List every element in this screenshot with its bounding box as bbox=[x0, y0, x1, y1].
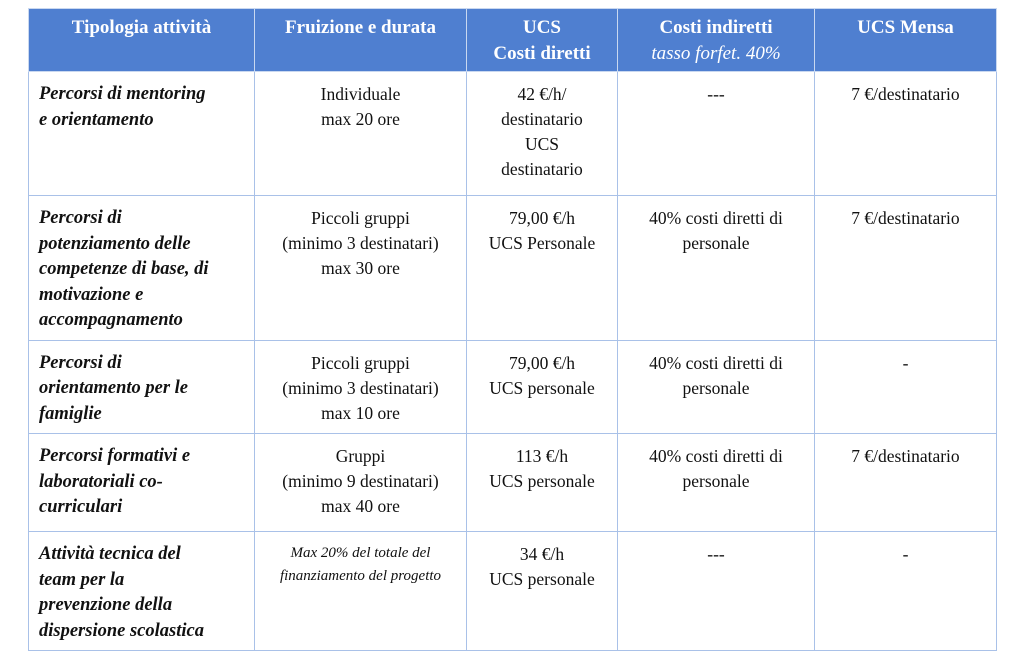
header-fruizione: Fruizione e durata bbox=[255, 9, 467, 72]
ucs-cell: 42 €/h/ destinatario UCS destinatario bbox=[467, 72, 618, 196]
ucs-cell: 79,00 €/h UCS Personale bbox=[467, 196, 618, 341]
table-row bbox=[29, 72, 997, 196]
ucs-cell: 79,00 €/h UCS personale bbox=[467, 340, 618, 434]
indiretti-cell: --- bbox=[618, 72, 815, 196]
indiretti-cell: 40% costi diretti di personale bbox=[618, 196, 815, 341]
activity-cell: Percorsi di potenziamento delle competenze di base, di motivazione e accompagnamento bbox=[29, 196, 255, 341]
activity-cell: Percorsi di mentoring e orientamento bbox=[29, 72, 255, 196]
activity-cell: Percorsi formativi e laboratoriali co- curriculari bbox=[29, 434, 255, 532]
header-row bbox=[29, 9, 997, 72]
fruizione-cell: Piccoli gruppi (minimo 3 destinatari) max 10 ore bbox=[255, 340, 467, 434]
table-row bbox=[29, 434, 997, 532]
mensa-cell: - bbox=[815, 340, 997, 434]
table-row bbox=[29, 196, 997, 341]
activity-cell: Percorsi di orientamento per le famiglie bbox=[29, 340, 255, 434]
header-ucs: UCS Costi diretti bbox=[467, 9, 618, 72]
header-ucs-mensa: UCS Mensa bbox=[815, 9, 997, 72]
header-tipologia: Tipologia attività bbox=[29, 9, 255, 72]
fruizione-cell: Gruppi (minimo 9 destinatari) max 40 ore bbox=[255, 434, 467, 532]
fruizione-cell: Max 20% del totale del finanziamento del progetto bbox=[255, 532, 467, 651]
indiretti-cell: 40% costi diretti di personale bbox=[618, 340, 815, 434]
indiretti-cell: --- bbox=[618, 532, 815, 651]
mensa-cell: 7 €/destinatario bbox=[815, 72, 997, 196]
ucs-cell: 34 €/h UCS personale bbox=[467, 532, 618, 651]
table-row bbox=[29, 532, 997, 651]
activity-cell: Attività tecnica del team per la prevenzione della dispersione scolastica bbox=[29, 532, 255, 651]
fruizione-cell: Individuale max 20 ore bbox=[255, 72, 467, 196]
mensa-cell: - bbox=[815, 532, 997, 651]
table-row bbox=[29, 340, 997, 434]
mensa-cell: 7 €/destinatario bbox=[815, 196, 997, 341]
ucs-cell: 113 €/h UCS personale bbox=[467, 434, 618, 532]
fruizione-cell: Piccoli gruppi (minimo 3 destinatari) max 30 ore bbox=[255, 196, 467, 341]
mensa-cell: 7 €/destinatario bbox=[815, 434, 997, 532]
cost-table bbox=[28, 8, 997, 651]
indiretti-cell: 40% costi diretti di personale bbox=[618, 434, 815, 532]
header-costi-indiretti: Costi indiretti tasso forfet. 40% bbox=[618, 9, 815, 72]
cost-table-container bbox=[28, 8, 996, 651]
